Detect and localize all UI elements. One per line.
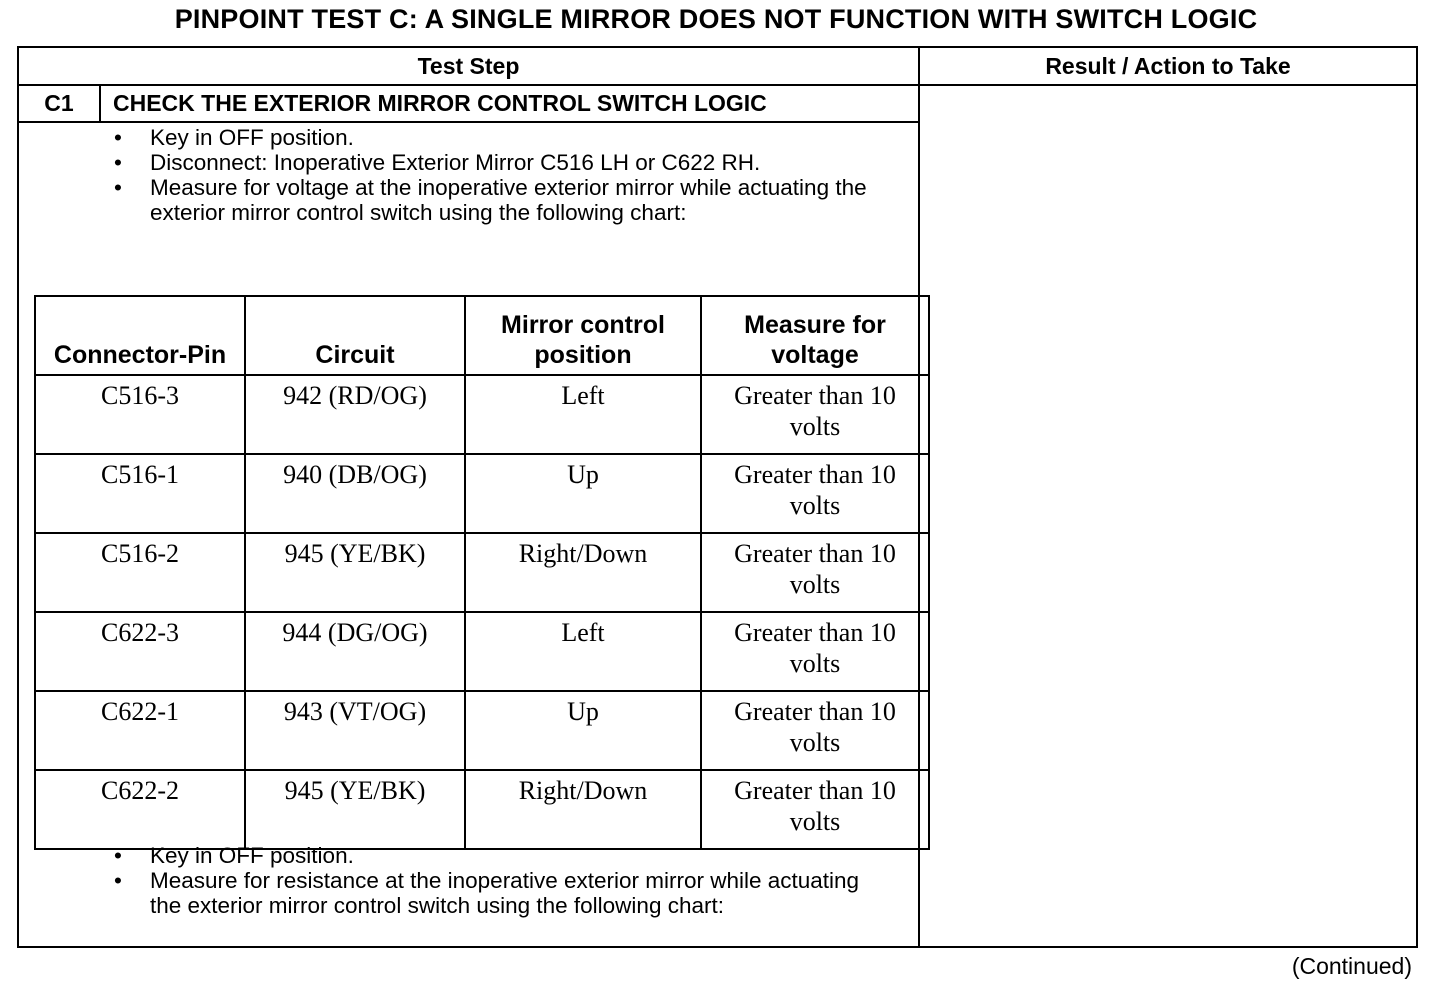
- step-title: CHECK THE EXTERIOR MIRROR CONTROL SWITCH LOGIC: [113, 90, 767, 116]
- cell-connector-pin: C516-1: [35, 454, 245, 533]
- cell-circuit: 945 (YE/BK): [245, 533, 465, 612]
- cell-connector-pin: C622-3: [35, 612, 245, 691]
- cell-connector-pin: C622-1: [35, 691, 245, 770]
- cell-mirror-position: Right/Down: [465, 533, 701, 612]
- list-item: • Disconnect: Inoperative Exterior Mirror C516 LH or C622 RH.: [114, 150, 761, 175]
- instruction-list-top: [114, 125, 870, 225]
- table-row: [35, 612, 929, 691]
- table-row: [35, 533, 929, 612]
- cell-mirror-position: Right/Down: [465, 770, 701, 849]
- step-row: [19, 86, 920, 123]
- cell-circuit: 943 (VT/OG): [245, 691, 465, 770]
- continued-label: (Continued): [1291, 953, 1412, 979]
- cell-mirror-position: Up: [465, 691, 701, 770]
- col-header-mirror-position: Mirror control position: [465, 296, 701, 375]
- cell-circuit: 940 (DB/OG): [245, 454, 465, 533]
- cell-mirror-position: Left: [465, 375, 701, 454]
- list-item: • Measure for voltage at the inoperative exterior mirror while actuating the exterior mirror control switch using the following chart:: [114, 175, 867, 225]
- voltage-chart: [34, 295, 930, 850]
- cell-measure-voltage: Greater than 10 volts: [701, 533, 929, 612]
- cell-connector-pin: C622-2: [35, 770, 245, 849]
- page-title: PINPOINT TEST C: A SINGLE MIRROR DOES NOT FUNCTION WITH SWITCH LOGIC: [174, 4, 1258, 34]
- cell-measure-voltage: Greater than 10 volts: [701, 770, 929, 849]
- list-item: • Key in OFF position.: [114, 125, 354, 150]
- cell-measure-voltage: Greater than 10 volts: [701, 612, 929, 691]
- col-header-measure-voltage: Measure for voltage: [701, 296, 929, 375]
- col-header-circuit: Circuit: [245, 296, 465, 375]
- cell-mirror-position: Left: [465, 612, 701, 691]
- cell-mirror-position: Up: [465, 454, 701, 533]
- chart-header-row: [35, 296, 929, 375]
- table-row: [35, 691, 929, 770]
- cell-circuit: 942 (RD/OG): [245, 375, 465, 454]
- table-header-row: [19, 48, 1416, 86]
- table-row: [35, 375, 929, 454]
- cell-measure-voltage: Greater than 10 volts: [701, 375, 929, 454]
- cell-measure-voltage: Greater than 10 volts: [701, 691, 929, 770]
- pinpoint-test-table: [17, 46, 1418, 948]
- list-item: • Measure for resistance at the inoperative exterior mirror while actuating the exterior mirror control switch using the following chart:: [114, 868, 860, 918]
- table-row: [35, 454, 929, 533]
- instruction-list-bottom: [114, 843, 870, 918]
- cell-circuit: 945 (YE/BK): [245, 770, 465, 849]
- list-item: • Key in OFF position.: [114, 843, 354, 868]
- cell-circuit: 944 (DG/OG): [245, 612, 465, 691]
- cell-connector-pin: C516-2: [35, 533, 245, 612]
- col-header-connector-pin: Connector-Pin: [35, 296, 245, 375]
- cell-connector-pin: C516-3: [35, 375, 245, 454]
- test-step-header: Test Step: [417, 53, 520, 79]
- table-row: [35, 770, 929, 849]
- cell-measure-voltage: Greater than 10 volts: [701, 454, 929, 533]
- result-action-header: Result / Action to Take: [1045, 53, 1291, 79]
- step-id: C1: [19, 86, 101, 121]
